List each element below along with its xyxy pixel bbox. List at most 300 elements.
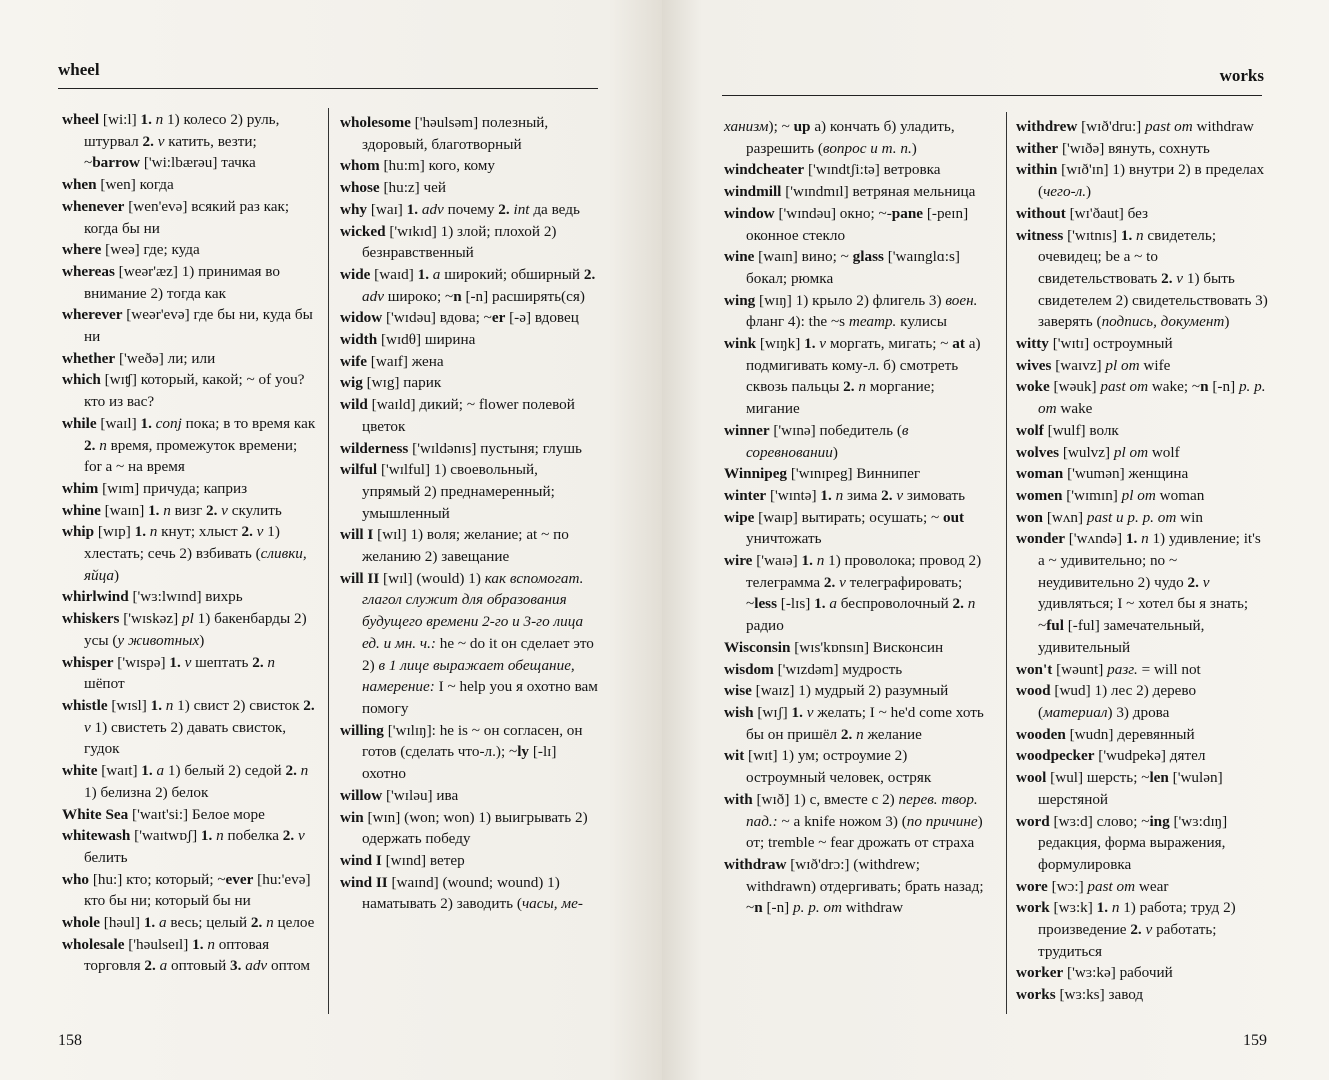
entry-text: ['wɜ:kə] рабочий	[1063, 964, 1173, 982]
running-head-left: wheel	[58, 60, 100, 79]
entry-text: ['wɪnɪpeg] Виннипег	[787, 465, 921, 483]
bold-term: 1.	[143, 914, 156, 932]
entry-text: [wen'evə] всякий раз как; когда бы ни	[84, 197, 290, 237]
dictionary-entry	[724, 659, 986, 681]
bold-term: wisdom	[724, 660, 774, 678]
bold-term: 2.	[823, 573, 836, 591]
bold-term: n	[754, 899, 763, 917]
dictionary-entry	[724, 680, 986, 702]
dictionary-entry	[1016, 203, 1268, 225]
grammar-note: в 1 лице выражает обещание, намерение:	[362, 656, 575, 696]
grammar-note: n	[145, 523, 162, 541]
right-page	[662, 0, 1329, 1080]
grammar-note: a	[152, 762, 168, 780]
bold-term: whirlwind	[62, 588, 129, 606]
entry-text: моргать, мигать; ~	[829, 335, 953, 353]
dictionary-entry	[1016, 376, 1268, 419]
entry-text: [hu:'evə] кто бы ни; который бы ни	[84, 870, 311, 910]
bold-term: 1.	[820, 486, 832, 504]
dictionary-entry	[340, 372, 598, 394]
entry-text: [waɪz] 1) мудрый 2) разумный	[751, 682, 949, 700]
entry-text: радио	[746, 617, 784, 635]
entry-text: 1) белый 2) седой	[167, 762, 286, 780]
entry-text: )	[114, 566, 120, 584]
entry-text: [-ə] вдовец	[505, 309, 579, 327]
bold-term: within	[1016, 161, 1058, 179]
grammar-note: n	[161, 696, 178, 714]
grammar-note: у животных	[117, 631, 200, 649]
bold-term: n	[453, 287, 462, 305]
dictionary-entry	[340, 329, 598, 351]
dictionary-entry	[1016, 659, 1268, 681]
dictionary-entry	[62, 348, 316, 370]
entry-text: wife	[1139, 356, 1171, 374]
grammar-note: n	[854, 378, 870, 396]
entry-text: удивляться; I ~ хотел бы я знать; ~	[1038, 595, 1249, 635]
entry-text: ['wɪtnɪs]	[1063, 226, 1121, 244]
dictionary-entry	[340, 438, 598, 460]
bold-term: whether	[62, 349, 116, 367]
entry-text: ['wɪndəu] окно; ~-	[774, 204, 892, 222]
grammar-note: по причине	[906, 812, 978, 830]
dictionary-entry	[724, 463, 986, 485]
bold-term: 1.	[417, 265, 429, 283]
grammar-note: v	[815, 335, 830, 353]
entry-text: ['wɪlɪŋ]: he is ~ он согласен, он готов (сделать что-л.); ~	[362, 721, 583, 761]
bold-term: barrow	[92, 154, 141, 172]
dictionary-entry	[340, 568, 598, 720]
entry-text: ['wɪspə]	[113, 653, 170, 671]
bold-term: wool	[1016, 769, 1047, 787]
entry-text: [waɪf] жена	[367, 352, 444, 370]
bold-term: work	[1016, 899, 1050, 917]
entry-text: ['həulseɪl]	[124, 935, 193, 953]
entry-text: [waɪt]	[97, 762, 142, 780]
grammar-note: pl от	[1121, 486, 1156, 504]
column-divider	[1006, 112, 1007, 1014]
entry-text: ['wɪləu] ива	[382, 786, 459, 804]
entry-text: почему	[447, 200, 499, 218]
bold-term: 3.	[230, 957, 242, 975]
entry-text: [wi:l]	[99, 111, 141, 128]
bold-term: wolf	[1016, 421, 1044, 439]
grammar-note: v	[252, 523, 268, 541]
entry-text: ['wumən] женщина	[1063, 465, 1189, 483]
entry-text: ['waɪt'si:] Белое море	[128, 805, 265, 823]
bold-term: which	[62, 371, 101, 389]
dictionary-entry	[724, 507, 986, 550]
grammar-note: как вспомогат. глагол служит для образования будущего времени 2-го и 3-го лица ед. и мн. ч.:	[362, 569, 584, 652]
bold-term: wide	[340, 265, 371, 283]
bold-term: Winnipeg	[724, 465, 788, 483]
entry-text: [wɪ'ðaut] без	[1065, 204, 1149, 222]
bold-term: why	[340, 200, 368, 218]
grammar-note: v	[84, 718, 95, 736]
entry-text: he ~ do it он сделает это 2)	[362, 634, 594, 674]
grammar-note: adv	[241, 957, 271, 975]
entry-text: время, промежуток времени; for a ~ на время	[84, 436, 298, 476]
grammar-note: n	[263, 653, 275, 671]
entry-text: [wɜ:ks] завод	[1055, 986, 1144, 1004]
header-rule-right	[722, 95, 1262, 96]
grammar-note: pl	[182, 610, 198, 628]
entry-text: [weər'æz] 1) принимая во внимание 2) тогда как	[84, 262, 280, 302]
grammar-note: n	[963, 595, 976, 613]
entry-text: 1) свист 2) свисток	[177, 696, 304, 714]
dictionary-entry	[724, 702, 986, 745]
bold-term: word	[1016, 812, 1050, 830]
entry-text: [weə] где; куда	[101, 241, 200, 259]
bold-term: women	[1016, 486, 1063, 504]
bold-term: wink	[724, 335, 757, 353]
entry-text: ['waɪtwɒʃ]	[130, 827, 201, 845]
bold-term: withdrew	[1016, 118, 1078, 135]
grammar-note: материал	[1043, 703, 1108, 721]
grammar-note: adv	[418, 200, 448, 218]
bold-term: 2.	[952, 595, 964, 613]
entry-text: а) подмигивать кому-л. б) смотреть сквозь пальцы	[746, 335, 981, 396]
bold-term: wicked	[340, 222, 386, 240]
entry-text: желание	[867, 725, 922, 743]
bold-term: ly	[517, 743, 530, 761]
entry-text: ); ~	[768, 118, 794, 135]
entry-text: [wul] шерсть; ~	[1046, 769, 1150, 787]
grammar-note: театр.	[848, 313, 897, 331]
bold-term: woke	[1016, 378, 1050, 396]
dictionary-column	[340, 112, 598, 915]
bold-term: 1.	[169, 653, 181, 671]
entry-text: woman	[1155, 486, 1205, 504]
entry-text: )	[1224, 313, 1230, 331]
grammar-note: n	[151, 111, 168, 128]
bold-term: willing	[340, 721, 384, 739]
entry-text: wear	[1135, 877, 1169, 895]
grammar-note: int	[509, 200, 534, 218]
entry-text: фланг 4): the ~s	[746, 313, 849, 331]
grammar-note: часы, ме-	[521, 895, 583, 913]
bold-term: wholesale	[62, 935, 125, 953]
bold-term: wolves	[1016, 443, 1060, 461]
bold-term: White Sea	[62, 805, 129, 823]
entry-text: [wɪl] (would) 1)	[379, 569, 485, 587]
bold-term: 2.	[843, 378, 855, 396]
dictionary-entry	[724, 789, 986, 854]
grammar-note: n	[262, 914, 278, 932]
entry-text: побелка	[227, 827, 283, 845]
entry-text: телеграфировать; ~	[746, 573, 963, 613]
dictionary-entry	[1016, 225, 1268, 334]
entry-text: [wɪð'dru:]	[1077, 118, 1146, 135]
grammar-note: adv	[362, 287, 388, 305]
dictionary-entry	[62, 413, 316, 478]
bold-term: 1.	[141, 762, 153, 780]
bold-term: at	[952, 335, 965, 353]
bold-term: whole	[62, 914, 100, 932]
column-divider	[328, 108, 329, 1014]
dictionary-entry	[340, 807, 598, 850]
entry-text: [wɪsl]	[107, 696, 151, 714]
dictionary-entry	[340, 264, 598, 307]
entry-text: [wud] 1) лес 2) дерево (	[1038, 682, 1197, 721]
grammar-note: чего-л.	[1043, 183, 1087, 201]
entry-text: [wulf] волк	[1043, 421, 1119, 439]
dictionary-entry	[340, 872, 598, 915]
entry-text: оптовая торговля	[84, 935, 270, 975]
bold-term: while	[62, 414, 97, 432]
entry-text: ['wɪdəu] вдова; ~	[382, 309, 492, 327]
bold-term: 2.	[498, 200, 510, 218]
dictionary-entry	[1016, 876, 1268, 898]
bold-term: 1.	[140, 111, 152, 128]
bold-term: wire	[724, 552, 753, 570]
dictionary-entry	[340, 307, 598, 329]
entry-text: ['wulən] шерстяной	[1038, 769, 1223, 808]
entry-text: пока; в то время как	[185, 414, 316, 432]
entry-text: 1) свистеть 2) давать свисток, гудок	[84, 718, 287, 758]
dictionary-entry	[1016, 811, 1268, 876]
grammar-note: v	[1198, 573, 1210, 591]
entry-text: [wʌn]	[1043, 508, 1087, 526]
bold-term: whip	[62, 523, 95, 541]
dictionary-entry	[1016, 116, 1268, 138]
bold-term: whisper	[62, 653, 114, 671]
dictionary-entry	[340, 524, 598, 567]
bold-term: whitewash	[62, 827, 131, 845]
entry-text: беспроволочный	[840, 595, 953, 613]
dictionary-entry	[1016, 767, 1268, 810]
entry-text: ['wɪndmɪl] ветряная мельница	[781, 183, 976, 201]
entry-text: wolf	[1148, 443, 1180, 461]
dictionary-entry	[1016, 420, 1268, 442]
bold-term: wipe	[724, 508, 755, 526]
entry-text: [wudn] деревянный	[1065, 725, 1195, 743]
entry-text: [-n] расширять(ся)	[461, 287, 585, 305]
bold-term: wholesome	[340, 114, 411, 131]
grammar-note: n	[212, 827, 228, 845]
bold-term: wig	[340, 374, 363, 392]
dictionary-entry	[340, 459, 598, 524]
entry-text: [wɪʃ]	[753, 703, 792, 721]
grammar-note: перев. твор. пад.:	[746, 790, 978, 830]
entry-text: ['wɪskəz]	[119, 610, 183, 628]
entry-text: ['wɪzdəm] мудрость	[773, 660, 903, 678]
entry-text: [waɪld] дикий; ~ flower полевой цветок	[362, 396, 575, 435]
dictionary-entry	[340, 155, 598, 177]
bold-term: 2.	[1187, 573, 1199, 591]
bold-term: er	[491, 309, 506, 327]
dictionary-entry	[62, 652, 316, 695]
entry-text: = will not	[1137, 660, 1201, 678]
bold-term: whiskers	[62, 610, 120, 628]
bold-term: where	[62, 241, 102, 259]
bold-term: worker	[1016, 964, 1064, 982]
bold-term: wine	[724, 248, 755, 266]
entry-text: [-n]	[762, 899, 794, 917]
dictionary-entry	[340, 221, 598, 264]
grammar-note: разг.	[1107, 660, 1138, 678]
entry-text: withdraw	[841, 899, 904, 917]
dictionary-entry	[724, 854, 986, 919]
entry-text: кулисы	[896, 313, 947, 331]
entry-text: [wəuk]	[1049, 378, 1101, 396]
entry-text: [wɪs'kɒnsɪn] Висконсин	[790, 638, 944, 656]
bold-term: wit	[724, 747, 745, 765]
entry-text: ['wɪndtʃi:tə] ветровка	[804, 161, 941, 179]
grammar-note: a	[155, 914, 171, 932]
bold-term: wives	[1016, 356, 1052, 374]
entry-text: [wɪm] причуда; каприз	[98, 479, 248, 497]
entry-text: [wɪnd] ветер	[381, 851, 465, 869]
grammar-note: v	[153, 132, 169, 150]
bold-term: whim	[62, 479, 99, 497]
entry-text: )	[911, 139, 917, 157]
grammar-note: n	[1132, 226, 1148, 244]
entry-text: [wɪdθ] ширина	[377, 331, 476, 349]
bold-term: without	[1016, 204, 1066, 222]
entry-text: ['waɪnglɑ:s] бокал; рюмка	[746, 248, 960, 287]
entry-text: 1) бакенбарды 2) усы (	[84, 610, 307, 649]
bold-term: window	[724, 204, 775, 222]
dictionary-entry	[62, 196, 316, 239]
grammar-note: v	[835, 573, 850, 591]
bold-term: wild	[340, 396, 368, 414]
entry-text: [waɪ]	[367, 200, 407, 218]
dictionary-entry	[724, 637, 986, 659]
entry-text: ['wʌndə]	[1064, 530, 1126, 548]
entry-text: [waɪnd] (wound; wound) 1) наматывать 2) заводить (	[362, 873, 560, 913]
entry-text: ['wɪðə] вянуть, сохнуть	[1058, 139, 1210, 157]
bold-term: won't	[1016, 660, 1053, 678]
bold-term: whenever	[62, 197, 125, 215]
bold-term: 2.	[252, 653, 264, 671]
entry-text: 1) хлестать; сечь 2) взбивать (	[84, 523, 280, 563]
dictionary-entry	[724, 116, 986, 159]
entry-text: катить, везти; ~	[84, 132, 257, 172]
bold-term: windmill	[724, 183, 782, 201]
entry-text: 1) проволока; провод 2) телеграмма	[746, 552, 982, 591]
bold-term: whistle	[62, 696, 108, 714]
entry-text: ['wɪntə]	[766, 486, 821, 504]
dictionary-entry	[1016, 355, 1268, 377]
entry-text: ~ a knife ножом 3) (	[777, 812, 907, 830]
grammar-note: n	[831, 486, 847, 504]
entry-text: wake	[1056, 400, 1093, 418]
entry-text: кнут; хлыст	[161, 523, 242, 541]
bold-term: 2.	[84, 436, 96, 454]
dictionary-entry	[1016, 897, 1268, 962]
entry-text: [wɜ:d] слово; ~	[1049, 812, 1150, 830]
dictionary-entry	[340, 112, 598, 155]
left-page	[0, 0, 662, 1080]
entry-text: ['wɪlful] 1) своевольный, упрямый 2) преднамеренный; умышленный	[362, 461, 555, 522]
bold-term: less	[754, 595, 777, 613]
entry-text: 1) белизна 2) белок	[84, 783, 209, 801]
entry-text: win	[1176, 508, 1203, 526]
dictionary-entry	[724, 420, 986, 463]
bold-term: 2.	[142, 132, 154, 150]
bold-term: whereas	[62, 262, 115, 280]
entry-text: [-lɪ] охотно	[362, 743, 557, 783]
entry-text: [-n]	[1208, 378, 1239, 396]
entry-text: [wɪp]	[94, 523, 135, 541]
dictionary-column	[724, 116, 986, 919]
grammar-note: v	[802, 703, 818, 721]
entry-text: 1) работа; труд 2) произведение	[1038, 899, 1236, 939]
dictionary-entry	[340, 351, 598, 373]
page-number-left: 158	[58, 1032, 82, 1049]
bold-term: width	[340, 331, 378, 349]
entry-text: [wɪŋ] 1) крыло 2) флигель 3)	[755, 291, 946, 309]
bold-term: pane	[891, 204, 924, 222]
grammar-note: p. p. от	[1038, 378, 1266, 418]
entry-text: ['wɪtɪ] остроумный	[1048, 335, 1173, 353]
grammar-note: v	[1172, 269, 1187, 287]
bold-term: 1.	[192, 935, 204, 953]
entry-text: ['wɪldənɪs] пустыня; глушь	[408, 439, 582, 457]
entry-text: да ведь	[533, 200, 580, 218]
entry-text: 1) быть свидетелем 2) свидетельствовать 3) заверять (	[1038, 269, 1268, 331]
bold-term: wing	[724, 291, 756, 309]
bold-term: out	[943, 508, 965, 526]
entry-text: шептать	[195, 653, 253, 671]
dictionary-entry	[62, 912, 316, 934]
dictionary-entry	[62, 695, 316, 760]
entry-text: )	[199, 631, 205, 649]
entry-text: ['wɪkɪd] 1) злой; плохой 2) безнравственный	[362, 222, 557, 262]
entry-text: скулить	[231, 501, 282, 519]
entry-text: [waɪl]	[96, 414, 141, 432]
bold-term: withdraw	[724, 855, 787, 873]
entry-text: ) 3) дрова	[1107, 703, 1170, 721]
bold-term: witness	[1016, 226, 1064, 244]
bold-term: 2.	[1161, 269, 1173, 287]
entry-text: [waɪn] вино; ~	[754, 248, 853, 266]
bold-term: 2.	[282, 827, 295, 845]
dictionary-entry	[724, 290, 986, 333]
dictionary-entry	[1016, 159, 1268, 202]
bold-term: whom	[340, 157, 380, 175]
grammar-note: n	[1108, 899, 1124, 917]
entry-text: [wulvz]	[1059, 443, 1114, 461]
bold-term: 2.	[205, 501, 218, 519]
grammar-note: сливки, яйца	[84, 545, 307, 584]
entry-text: [hu:] кто; который; ~	[89, 870, 226, 888]
page-number-right: 159	[1243, 1032, 1267, 1049]
entry-text: [wen] когда	[96, 176, 174, 194]
bold-term: will I	[340, 526, 374, 544]
entry-text: [waɪd]	[370, 265, 418, 283]
bold-term: 2.	[250, 914, 263, 932]
bold-term: 1.	[791, 703, 803, 721]
dictionary-entry	[724, 333, 986, 420]
bold-term: 2.	[285, 762, 297, 780]
entry-text: широкий; обширный	[444, 265, 584, 283]
entry-text: ['wɪmɪn]	[1062, 486, 1122, 504]
dictionary-entry	[1016, 463, 1268, 485]
grammar-note: conj	[151, 414, 186, 432]
bold-term: wind II	[340, 873, 388, 891]
bold-term: wind I	[340, 851, 382, 869]
dictionary-entry	[1016, 485, 1268, 507]
dictionary-entry	[724, 485, 986, 507]
bold-term: 1.	[150, 696, 162, 714]
bold-term: 1.	[1120, 226, 1133, 244]
bold-term: wilful	[340, 461, 378, 479]
grammar-note: v	[217, 501, 232, 519]
entry-text: шёпот	[84, 675, 125, 693]
entry-text: )	[1086, 183, 1092, 201]
dictionary-column	[1016, 116, 1268, 1006]
